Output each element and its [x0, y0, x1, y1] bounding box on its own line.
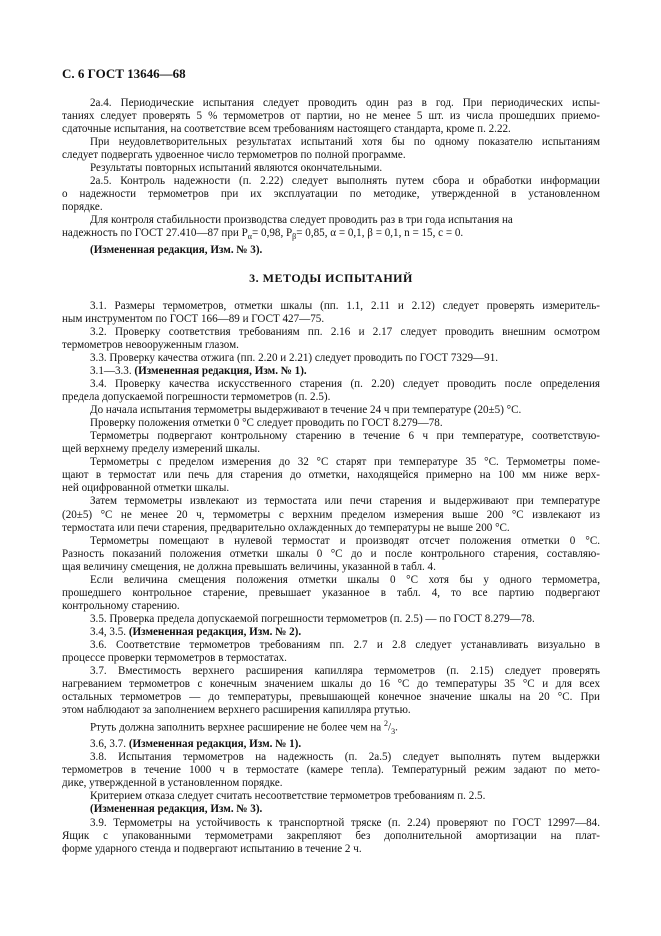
paragraph-line: 2а.5. Контроль надежности (п. 2.22) следует выполнять путем сбора и обработки информации [90, 175, 600, 188]
paragraph-line: Термометры подвергают контрольному старению в течение 6 ч при температуре, соответствую- [90, 430, 600, 443]
paragraph [62, 227, 600, 243]
paragraph [62, 535, 600, 574]
paragraph-line: остальных термометров — до температуры, превышающей конечное значение шкалы на 20 °С. При [62, 691, 600, 704]
fraction-denominator: 3 [391, 727, 396, 737]
paragraph-line: ней оцифрованной отметки шкалы. [62, 482, 230, 495]
paragraph [62, 817, 600, 856]
amendment-note: (Измененная редакция, Изм. № 3). [90, 803, 263, 816]
paragraph-line: форме ударного стенда и подвергают испытанию в течение 2 ч. [62, 842, 362, 855]
paragraph-line: 3.5. Проверка предела допускаемой погрешности термометров (п. 2.5) — по ГОСТ 8.279—78. [90, 612, 535, 625]
text-run: . [395, 721, 398, 734]
paragraph-line: Проверку положения отметки 0 °С следует проводить по ГОСТ 8.279—78. [90, 417, 443, 430]
paragraph [62, 717, 600, 738]
amendment-note: (Измененная редакция, Изм. № 2). [128, 625, 302, 638]
paragraph-line [62, 365, 600, 378]
paragraph-line: 3.7. Вместимость верхнего расширения капилляра термометров (п. 2.15) следует проверять [90, 665, 600, 678]
paragraph-line: щей верхнему пределу измерений шкалы. [62, 443, 260, 456]
paragraph-line: таниях следует проверять 5 % термометров от партии, но не менее 5 шт. из числа прошедших приемо- [62, 110, 600, 123]
paragraph-line: щая величину смещения, не должна превышать величины, указанной в табл. 4. [62, 560, 436, 573]
text-run: надежность по ГОСТ 27.410—87 при P [62, 227, 248, 240]
paragraph [62, 352, 600, 365]
paragraph-line: термометров невооруженным глазом. [62, 338, 239, 351]
paragraph [62, 162, 600, 175]
paragraph-line [62, 717, 600, 738]
paragraph [62, 417, 600, 430]
section-heading: 3. МЕТОДЫ ИСПЫТАНИЙ [249, 270, 413, 285]
paragraph [62, 378, 600, 404]
paragraph-line: контрольному старению. [62, 599, 180, 612]
text-run: 3.6, 3.7. [90, 738, 129, 751]
paragraph [62, 365, 600, 378]
paragraph-line: 3.4. Проверку качества искусственного старения (п. 2.20) следует проводить после определения [90, 378, 600, 391]
paragraph-line: нагреванием термометров с конечным значением шкалы до 16 °С до температуры 35 °С и для всех [62, 678, 600, 691]
paragraph-line: предела допускаемой погрешности термометров (п. 2.5). [62, 391, 331, 404]
paragraph-line: 3.6. Соответствие термометров требованиям пп. 2.7 и 2.8 следует устанавливать визуально в [90, 639, 600, 651]
paragraph-line: прошедшего контрольное старение, превышает указанное в табл. 4, то все партию подвергают [62, 586, 600, 599]
paragraph [62, 613, 600, 626]
paragraph [62, 136, 600, 162]
paragraph-line: Термометры помещают в нулевой термостат и производят отсчет положения отметки 0 °С. [90, 534, 600, 547]
subscript-beta: β [292, 232, 297, 242]
paragraph [62, 97, 600, 136]
paragraph [62, 738, 600, 751]
paragraph [62, 214, 600, 227]
paragraph [62, 456, 600, 495]
paragraph-line: этом наблюдают за заполнением верхнего расширения капилляра ртутью. [62, 704, 411, 717]
paragraph-line: При неудовлетворительных результатах испытаний хотя бы по одному показателю испытаниям [90, 136, 600, 149]
paragraph-line: 2а.4. Периодические испытания следует проводить один раз в год. При периодических испы- [90, 97, 600, 109]
paragraph-line: дике, утвержденной в установленном порядке. [62, 777, 283, 790]
section-top [62, 97, 600, 257]
paragraph-line: термометров в течение 1000 ч в термостате (камере тепла). Температурный режим задают по мето- [62, 764, 600, 777]
paragraph [62, 639, 600, 665]
text-run: = 0,85, α = 0,1, β = 0,1, n = 15, c = 0. [296, 227, 464, 240]
paragraph-line: Затем термометры извлекают из термостата или печи старения и выдерживают при температуре [90, 495, 600, 508]
amendment-note: (Измененная редакция, Изм. № 1). [128, 738, 302, 751]
paragraph [62, 803, 600, 816]
paragraph-line: 3.3. Проверку качества отжига (пп. 2.20 и 2.21) следует проводить по ГОСТ 7329—91. [90, 351, 499, 364]
paragraph-line [62, 738, 600, 751]
paragraph-line: Термометры с пределом измерения до 32 °С старят при температуре 35 °С. Термометры поме- [90, 456, 600, 469]
paragraph-line: порядке. [62, 201, 103, 214]
paragraph-line: ным инструментом по ГОСТ 166—89 и ГОСТ 427—75. [62, 312, 325, 325]
paragraph [62, 300, 600, 326]
text-run: Ртуть должна заполнить верхнее расширение не более чем на [90, 721, 385, 734]
paragraph [62, 495, 600, 534]
paragraph [62, 574, 600, 613]
paragraph [62, 430, 600, 456]
paragraph [62, 175, 600, 214]
paragraph-line: 3.9. Термометры на устойчивость к транспортной тряске (п. 2.24) проверяют по ГОСТ 12997—84. [90, 816, 600, 829]
fraction-slash: / [388, 721, 392, 734]
text-run: 3.4, 3.5. [90, 625, 129, 638]
paragraph-line: 3.8. Испытания термометров на надежность (п. 2а.5) следует выполнять путем выдержки [90, 751, 600, 764]
paragraph [62, 751, 600, 790]
paragraph [62, 404, 600, 417]
paragraph-line: термостата или печи старения, предварительно охлажденных до температуры не выше 200 °С. [62, 521, 510, 534]
paragraph-line: Разность показаний положения отметки шкалы 0 °С до и после контрольного старения, составляю- [62, 547, 600, 560]
paragraph-line: Результаты повторных испытаний являются окончательными. [90, 162, 383, 175]
paragraph-line: Если величина смещения положения отметки шкалы 0 °С хотя бы у одного термометра, [90, 573, 600, 586]
paragraph-line: 3.2. Проверку соответствия требованиям пп. 2.16 и 2.17 следует проводить внешним осмотром [90, 325, 600, 338]
paragraph-line: процессе проверки термометров в термостатах. [62, 652, 287, 665]
paragraph [62, 790, 600, 803]
subscript-alpha: α [247, 232, 252, 242]
paragraph-line: Для контроля стабильности производства следует проводить раз в три года испытания на [90, 214, 513, 227]
paragraph-line: Критерием отказа следует считать несоответствие термометров требованиям п. 2.5. [90, 790, 486, 803]
paragraph-line: следует подвергать удвоенное число термометров по полной программе. [62, 149, 406, 162]
amendment-note: (Измененная редакция, Изм. № 3). [90, 243, 263, 256]
paragraph-line [62, 626, 600, 639]
text-run: = 0,98, P [252, 227, 293, 240]
paragraph-line: 3.1. Размеры термометров, отметки шкалы (пп. 1.1, 2.11 и 2.12) следует проверять измеритель- [90, 299, 600, 312]
paragraph [62, 665, 600, 717]
paragraph-line [62, 227, 600, 243]
paragraph-line: о надежности термометров при их эксплуатации по методике, утвержденной в установленном [62, 188, 600, 201]
page-content [62, 97, 600, 856]
paragraph-line: Ящик с упакованными термометрами закрепляют без дополнительной амортизации на плат- [62, 829, 600, 842]
fraction-numerator: 2 [384, 719, 389, 729]
paragraph-line: (20±5) °С не менее 20 ч, термометры с верхним пределом измерения выше 200 °С извлекают из [62, 508, 600, 521]
paragraph-line: сдаточные испытания, на соответствие всем требованиям настоящего стандарта, кроме п. 2.22. [62, 123, 511, 136]
section-body [62, 300, 600, 856]
text-run: 3.1—3.3. [90, 365, 135, 378]
page-header: С. 6 ГОСТ 13646—68 [62, 66, 186, 81]
amendment-note: (Измененная редакция, Изм. № 1). [134, 365, 307, 378]
paragraph [62, 244, 600, 257]
paragraph [62, 626, 600, 639]
paragraph-line: щают в термостат или печь для старения до отметки, находящейся примерно на 100 мм ниже верх- [62, 469, 600, 482]
paragraph-line: До начала испытания термометры выдерживают в течение 24 ч при температуре (20±5) °С. [90, 404, 522, 417]
paragraph [62, 326, 600, 352]
